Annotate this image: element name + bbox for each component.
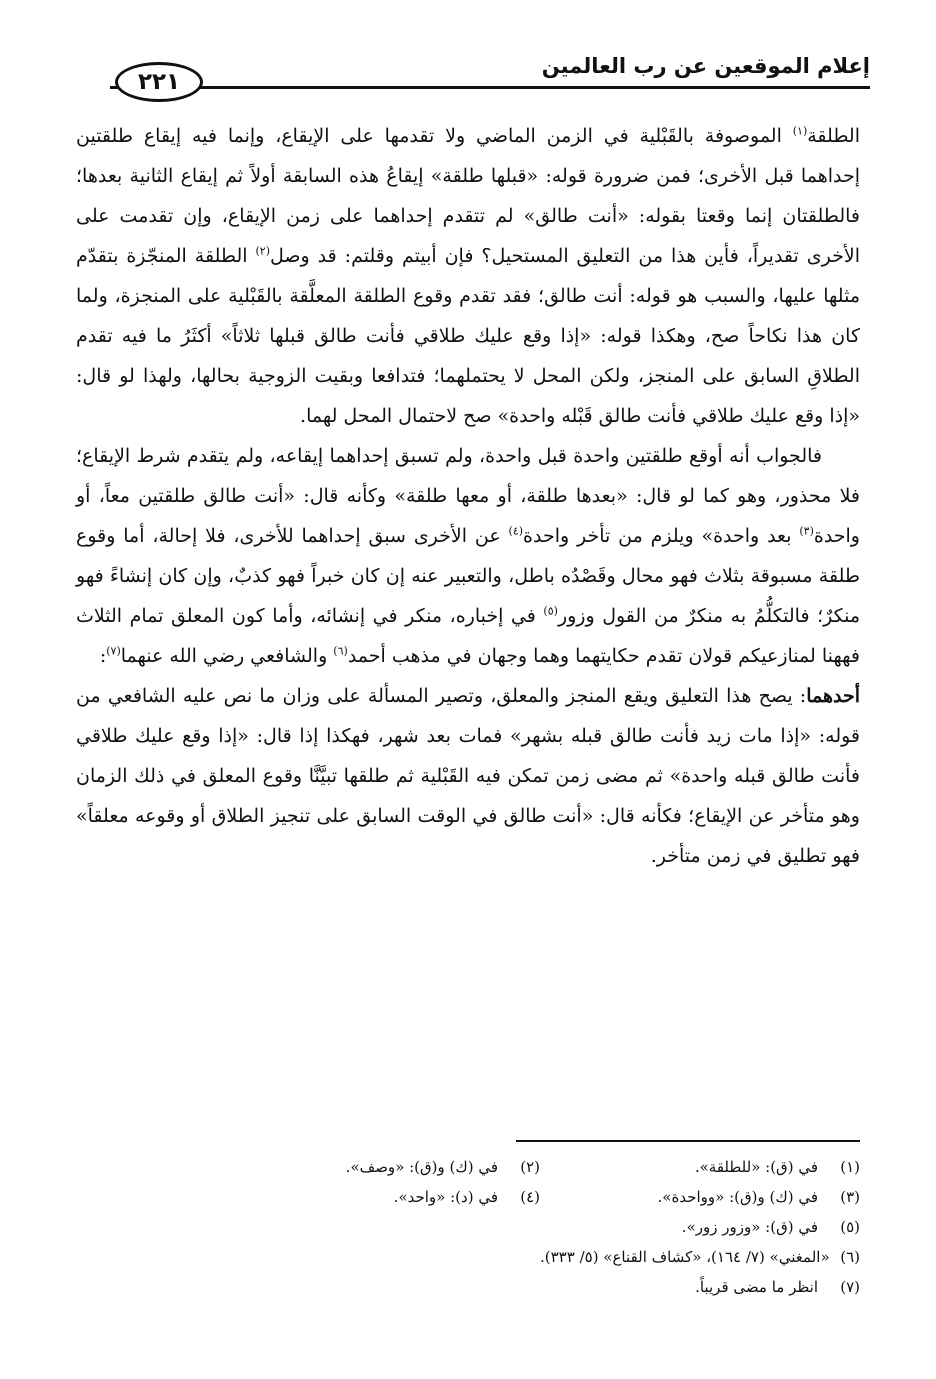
footnote-text: في (د): «واحد». [393,1188,498,1206]
text-run: فالجواب أنه أوقع طلقتين واحدة قبل واحدة، ولم تسبق إحداهما إيقاعه، ولم يتقدم شرط الإيقاع؛ فلا محذور، وهو كما لو قال: «بعدها طلقة، أو معها طلقة» وكأنه قال: «أنت طالق طلقتين معاً، أو واحدة [76,445,860,547]
paragraph-lead-word: أحدهما [806,685,860,707]
text-run: بعد واحدة» ويلزم من تأخر واحدة [523,525,800,547]
footnote-4 [394,1182,540,1212]
footnote-row [76,1152,860,1182]
footnote-1 [540,1152,860,1182]
footnote-number: (٣) [840,1188,860,1206]
header-rule [110,86,870,89]
paragraph-2 [76,436,860,676]
footnote-ref-6[interactable]: (٦) [333,644,348,658]
footnote-text: في (ك) و(ق): «وواحدة». [657,1188,818,1206]
footnote-ref-5[interactable]: (٥) [543,604,558,618]
text-run: الطلقة المنجّزة بتقدّم مثلها عليها، والسبب هو قوله: أنت طالق؛ فقد تقدم وقوع الطلقة المعلَّقة بالقَبْلية على المنجزة، ولما كان هذا نكاحاً صح، وهكذا قوله: «إذا وقع عليك طلاقي فأنت طالق قبلها ثلاثاً» أكثَرُ ما فيه تقدم الطلاقِ السابق على المنجز، ولكن المحل لا يحتملهما؛ فتدافعا وبقيت الزوجية بحالها، ولهذا لو قال: «إذا وقع عليك طلاقي فأنت طالق قَبْله واحدة» صح لاحتمال المحل لهما. [76,245,860,427]
footnote-text: في (ق): «للطلقة». [694,1158,818,1176]
text-run: والشافعي رضي الله عنهما [120,645,334,667]
footnote-3 [540,1182,860,1212]
footnote-number: (٦) [840,1248,860,1266]
footnote-number: (٤) [520,1188,540,1206]
main-text [76,116,860,876]
footnote-row [76,1242,860,1272]
footnote-text: في (ك) و(ق): «وصف». [345,1158,498,1176]
text-run: : يصح هذا التعليق ويقع المنجز والمعلق، وتصير المسألة على وزان ما نص عليه الشافعي من قوله: «إذا مات زيد فأنت طالق قبله بشهر» فمات بعد شهر، فهكذا إذا قال: «إذا وقع عليك طلاقي فأنت طالق قبله واحدة» ثم مضى زمن تمكن فيه القَبْلية ثم طلقها تبيَّنَّا وقوع المعلق في ذلك الزمان وهو متأخر عن الإيقاع؛ فكأنه قال: «أنت طالق في الوقت السابق على تنجيز الطلاق أو وقوعه معلقاً» فهو تطليق في زمن متأخر. [76,685,860,867]
page-number-badge: ٢٢١ [115,62,203,102]
footnote-number: (٥) [840,1218,860,1236]
footnote-row [76,1272,860,1302]
text-run: : [99,645,107,667]
footnote-ref-2[interactable]: (٢) [255,244,270,258]
footnote-row [76,1212,860,1242]
footnote-text: في (ق): «وزور زور». [681,1218,818,1236]
text-run: الموصوفة بالقَبْلية في الزمن الماضي ولا تقدمها على الإيقاع، وإنما فيه إيقاع طلقتين إحداهما قبل الأخرى؛ فمن ضرورة قوله: «قبلها طلقة» إيقاعُ هذه السابقة أولاً ثم إيقاع الثانية بعدها؛ فالطلقتان إنما وقعتا بقوله: «أنت طالق» لم تتقدم إحداهما على زمن الإيقاع، وإن تقدمت على الأخرى تقديراً، فأين هذا من التعليق المستحيل؟ فإن أبيتم وقلتم: قد وصل [76,125,860,267]
footnote-separator [516,1140,860,1142]
footnote-ref-3[interactable]: (٣) [799,524,814,538]
footnote-text: «المغني» (٧/ ١٦٤)، «كشاف القناع» (٥/ ٣٣٣). [540,1248,830,1266]
footnotes [76,1152,860,1302]
footnote-number: (٧) [840,1278,860,1296]
paragraph-1 [76,116,860,436]
text-run: الطلقة [807,125,860,147]
footnote-number: (٢) [520,1158,540,1176]
footnote-ref-1[interactable]: (١) [792,124,808,138]
footnote-6 [540,1242,860,1272]
footnote-text: انظر ما مضى قريباً. [695,1278,818,1296]
footnote-row [76,1182,860,1212]
footnote-ref-4[interactable]: (٤) [508,524,524,538]
footnote-5 [540,1212,860,1242]
page-header [110,44,870,102]
running-title: إعلام الموقعين عن رب العالمين [541,54,870,78]
text-run: في إخباره، منكر في إنشائه، وأما كون المعلق تمام الثلاث فههنا لمنازعيكم قولان تقدم حكايتهما وهما وجهان في مذهب أحمد [76,605,860,667]
footnote-2 [346,1152,540,1182]
footnote-number: (١) [840,1158,860,1176]
paragraph-3 [76,676,860,876]
footnote-7 [540,1272,860,1302]
text-run: عن الأخرى سبق إحداهما للأخرى، فلا إحالة، أما وقوع طلقة مسبوقة بثلاث فهو محال وقَصْدُه باطل، والتعبير عنه إن كان خبراً فهو كذبٌ، وإن كان إنشاءً فهو منكرٌ؛ فالتكلُّمُ به منكرٌ من القول وزور [76,525,861,627]
footnote-ref-7[interactable]: (٧) [106,644,121,658]
